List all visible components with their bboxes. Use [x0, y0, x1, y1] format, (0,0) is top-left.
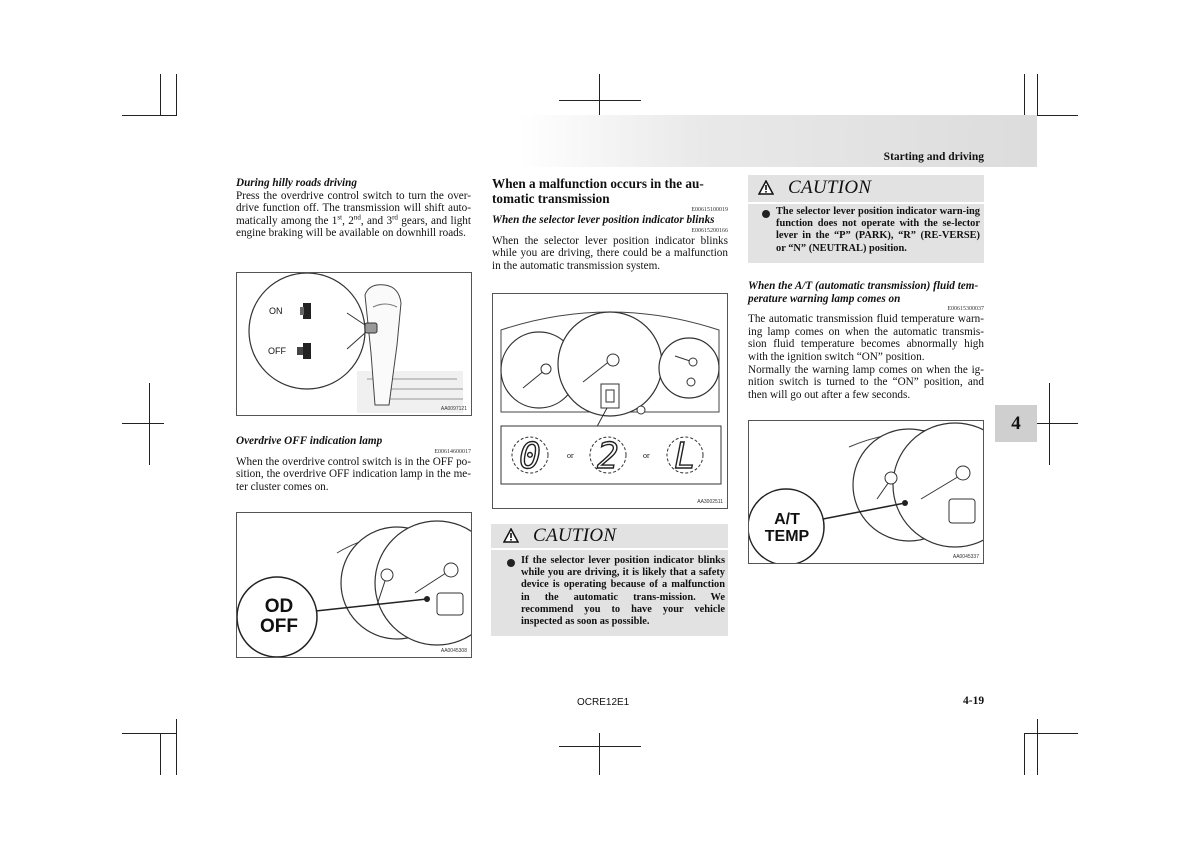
caution-title: CAUTION	[788, 177, 872, 198]
blink-title: When the selector lever position indicator blinks	[492, 214, 715, 226]
caution-title: CAUTION	[533, 525, 617, 546]
off-label: OFF	[268, 346, 286, 356]
caution-box-right	[748, 175, 984, 263]
malfunction-code: E00615100019	[691, 207, 728, 213]
chapter-tab: 4	[995, 405, 1037, 442]
malfunction-section	[492, 176, 728, 272]
bullet-icon	[507, 559, 515, 567]
document-code: OCRE12E1	[577, 697, 630, 708]
blink-code: E00615200166	[691, 227, 728, 234]
or-label-2: or	[643, 451, 650, 460]
svg-text:2: 2	[597, 436, 619, 477]
blink-text: When the selector lever position indicator blinks while you are driving, there could be a malfunction in the automatic transmission system.	[492, 234, 728, 272]
figure-code: AA0045337	[952, 554, 979, 560]
caution-text: The selector lever position indicator warn-ing function does not operate with the se-lector lever in the “P” (PARK), “R” (RE-VERSE) or “N” (NEUTRAL) position.	[776, 206, 980, 254]
od-off-badge: OD OFF	[260, 596, 298, 637]
caution-text: If the selector lever position indicator blinks while you are driving, it is likely that a safety device is operating because of a malfunction in the automatic trans-mission. We recommend you to have your vehicle inspected as soon as possible.	[521, 555, 725, 628]
figure-code: AA0045308	[440, 648, 467, 654]
figure-gear-indicator	[492, 293, 728, 509]
od-text: When the overdrive control switch is in the OFF po-sition, the overdrive OFF indication lamp in the me-ter cluster comes on.	[236, 455, 471, 493]
hilly-title: During hilly roads driving	[236, 177, 357, 189]
figure-code: AA0097121	[440, 406, 467, 412]
malfunction-heading: When a malfunction occurs in the au-tomatic transmission	[492, 176, 704, 206]
at-code: E00615300037	[947, 306, 984, 313]
od-title: Overdrive OFF indication lamp	[236, 435, 383, 447]
at-section	[748, 280, 984, 401]
figure-at-temp	[748, 420, 984, 564]
page-number: 4-19	[963, 695, 985, 707]
figure-shift-lever	[236, 272, 472, 416]
at-temp-badge: A/T TEMP	[764, 511, 810, 545]
caution-box-middle	[491, 524, 728, 636]
od-code: E00614600017	[434, 448, 471, 455]
od-section	[236, 435, 471, 493]
or-label-1: or	[567, 451, 574, 460]
svg-text:L: L	[674, 436, 696, 477]
hilly-section	[236, 177, 471, 240]
bullet-icon	[762, 210, 770, 218]
at-title: When the A/T (automatic transmission) fluid tem-perature warning lamp comes on	[748, 280, 979, 305]
section-title: Starting and driving	[883, 151, 984, 163]
warning-icon	[758, 180, 774, 195]
on-label: ON	[269, 306, 283, 316]
at-text-1: The automatic transmission fluid temperature warn-ing lamp comes on when the automatic transmis-sion fluid temperature becomes abnormally high with the ignition switch “ON” position.	[748, 313, 984, 363]
svg-text:0: 0	[519, 436, 541, 477]
at-text-2: Normally the warning lamp comes on when the ig-nition switch is turned to the “ON” position, and then will go out after a few seconds.	[748, 363, 984, 401]
hilly-text: Press the overdrive control switch to turn the over-drive function off. The transmission will shift auto-matically among the 1st, 2nd, and 3rd gears, and light engine braking will be available on downhill roads.	[236, 189, 472, 240]
figure-od-off	[236, 512, 472, 658]
warning-icon	[503, 528, 519, 543]
figure-code: AA3002511	[697, 499, 723, 505]
